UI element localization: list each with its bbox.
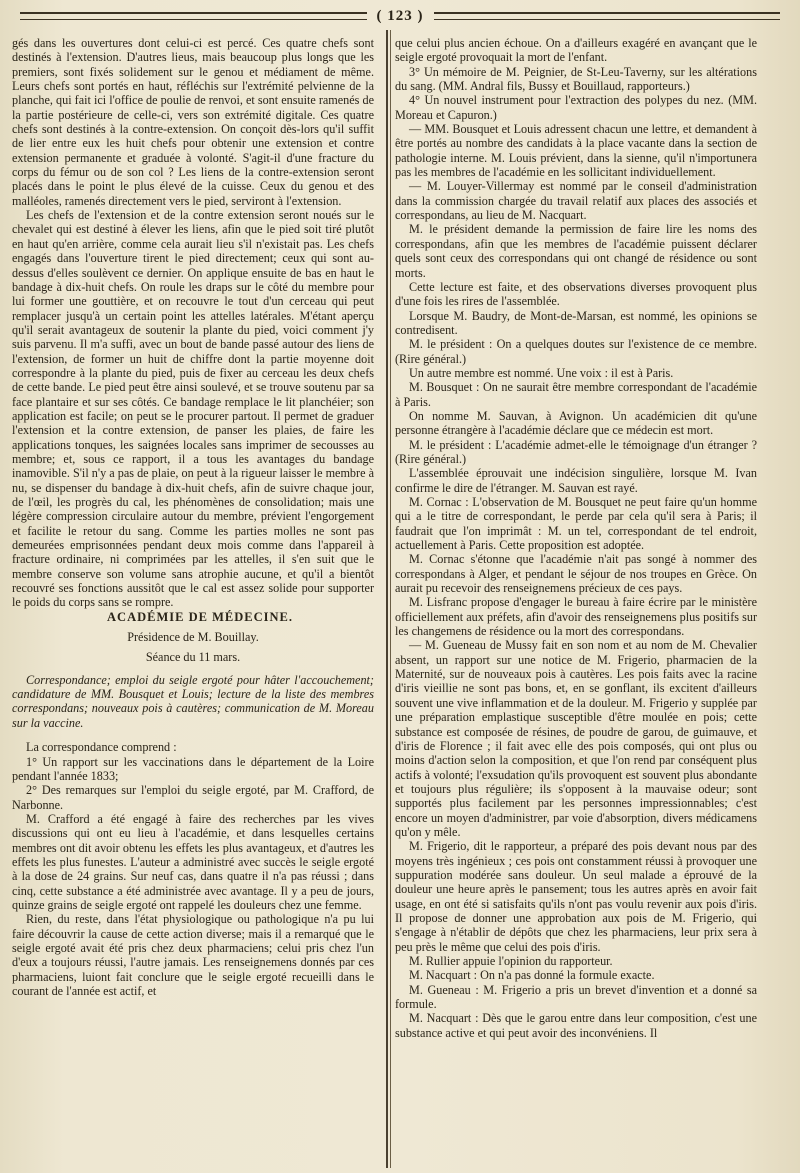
paragraph: M. Nacquart : Dès que le garou entre dans leur composition, c'est une substance active et qui peut avoir des inconvéniens. Il xyxy=(395,1011,757,1040)
column-divider-inner xyxy=(390,30,392,1168)
header-rule-left xyxy=(20,12,367,20)
paragraph: L'assemblée éprouvait une indécision singulière, lorsque M. Ivan confirme le dire de l'étranger. M. Sauvan est rayé. xyxy=(395,466,757,495)
paragraph: — M. Gueneau de Mussy fait en son nom et au nom de M. Chevalier absent, un rapport sur une notice de M. Frigerio, pharmacien de la Maternité, sur de nouveaux pois à cautères. Les pois faits avec la racine d'iris vieillie ne sont pas bons, et, en se gonflant, ils excitent d'ailleurs souvent une vive inflammation et de la douleur. M. Frigerio y supplée par une préparation emplastique susceptible d'être moulée en pois; cette substance est composée de résines, de poudre de garou, de guimauve, et d'iris de Florence ; il fait avec elle des pois composés, qui ont plus ou moins d'action selon la composition, et que l'on rend par conséquent plus actifs à volonté; l'exsudation qu'ils provoquent est souvent plus abondante et toujours plus régulière; ils s'opposent à la mauvaise odeur; sont supportés plus facilement par les personnes impressionnables; c'est encore un moyen d'administrer, par voie d'absorption, divers médicamens qu'on y mêle. xyxy=(395,638,757,839)
presidence-line: Présidence de M. Bouillay. xyxy=(127,630,259,645)
paragraph: M. Gueneau : M. Frigerio a pris un brevet d'invention et a donné sa formule. xyxy=(395,982,757,1012)
paragraph: M. Frigerio, dit le rapporteur, a préparé des pois devant nous par des moyens très ingénieux ; ces pois ont constamment réussi à provoquer une suppuration modérée sans douleur. Un seul malade a éprouvé de la douleur une heure après le pansement; tous les autres après en avoir fait usage, en ont été si satisfaits qu'ils n'ont pas voulu revenir aux pois d'iris. Il propose de donner une approbation aux pois de M. Frigerio, qui s'engage à n'établir de dépôts que chez les pharmaciens, leur prix sera à peu près le même que celui des pois d'iris. xyxy=(395,839,757,954)
left-column xyxy=(12,36,374,1166)
seance-date: Séance du 11 mars. xyxy=(145,650,241,665)
paragraph: gés dans les ouvertures dont celui-ci est percé. Ces quatre chefs sont destinés à l'extension. D'autres lieus, mais beaucoup plus longs que les premiers, sont fixés solidement sur le genou et médiament de même. Leurs chefs sont portés en haut, réfléchis sur l'extrémité pelvienne de la planche, qui fait ici l'office de poulie de renvoi, et sont ensuite ramenés de la partie postérieure de celle-ci, vers son extrémité digitale. Ces quatre chefs sont destinés à la contre-extension. On conçoit dès-lors qu'il suffit de lier entre eux les huit chefs pour obtenir une extension et contre extension permanente et graduée à volonté. S'agit-il d'une fracture du corps du fémur ou de son col ? Les liens de la contre-extension seront placés dans le point le plus élevé de la cuisse. Ceux du genou et des malléoles, ramenés directement vers le pied, serviront à l'extension. xyxy=(12,36,374,208)
paragraph: M. Cornac s'étonne que l'académie n'ait pas songé à nommer des correspondans à Alger, et pendant le séjour de nos troupes en Grèce. On aurait pu recevoir des renseignemens précieux de ces pays. xyxy=(395,552,757,596)
right-column xyxy=(395,36,757,1166)
paragraph: — M. Louyer-Villermay est nommé par le conseil d'administration dans la commission chargée du travail relatif aux places des associés et correspondans, au lieu de M. Nacquart. xyxy=(395,179,757,223)
page-number: ( 123 ) xyxy=(376,7,424,24)
paragraph: Rien, du reste, dans l'état physiologique ou pathologique n'a pu lui faire découvrir la cause de cette action diverse; mais il a remarqué que le seigle ergoté avait été pris chez deux pharmaciens; celui pris chez l'un d'eux a toujours réussi, l'autre jamais. Les renseignemens donnés par ces pharmaciens, luiont fait conclure que le seigle ergoté recueilli dans le courant de l'année est actif, et xyxy=(12,912,374,998)
paragraph: M. le président : L'académie admet-elle le témoignage d'un étranger ? (Rire général.) xyxy=(395,437,757,466)
paragraph: 1° Un rapport sur les vaccinations dans le département de la Loire pendant l'année 1833; xyxy=(12,754,374,783)
paragraph: 4° Un nouvel instrument pour l'extraction des polypes du nez. (MM. Moreau et Capuron.) xyxy=(395,93,757,122)
paragraph: Les chefs de l'extension et de la contre extension seront noués sur le chevalet qui est destiné à élever les liens, afin que le pied soit tiré plutôt en haut qu'en arrière, comme cela aurait lieu s'il n'existait pas. Les chefs engagés dans l'ouverture tirent le pied directement; ceux qui sont au-dessus d'elles soulèvent ce dernier. On applique ensuite de bas en haut le bandage à dix-huit chefs. On roule les draps sur le côté du membre pour lui former une gouttière, et on recouvre le tout d'un cerceau qui peut remplacer jusqu'à un certain point les attelles latérales. M'étant aperçu qu'il serait avantageux de soutenir la plante du pied, voici comment j'y suis parvenu. Il m'a suffi, avec un bout de bande passé autour des liens de l'extension, de former un huit de chiffre dont la partie moyenne doit correspondre à la plante du pied, puis de fixer au cerceau les deux chefs de cette bande. Le pied peut être ainsi soulevé, et se trouve soutenu par sa face plantaire et sur ses côtés. Ce bandage remplace le lit planchéier; son application est facile; on peut se le procurer partout. Il permet de graduer l'extension et la contre extension, de panser les plaies, de faire les applications tonques, les saignées locales sans imprimer de secousses au membre; et, sous ce rapport, il a tous les avantages du bandage inamovible. S'il n'y a pas de plaie, on peut à la rigueur laisser le membre à nu, se dispenser du bandage à dix-huit chefs, afin de suivre chaque jour, de l'œil, les progrès du cal, les phénomènes de consolidation; mais une légère compression circulaire autour du membre, prévient l'engorgement et facilite le retour du sang. Comme les parties molles ne sont pas demeurées emprisonnées pendant deux mois comme dans l'appareil à fracture ordinaire, ni comprimées par les attelles, il s'en suit que le membre conserve son volume sans atrophie aucune, et qu'il a bientôt recouvré ses fonctions aussitôt que le cal est assez solide pour supporter le poids du corps sans se rompre. xyxy=(12,208,374,610)
section-title: ACADÉMIE DE MÉDECINE. xyxy=(107,609,293,624)
paragraph: M. Nacquart : On n'a pas donné la formule exacte. xyxy=(409,968,655,983)
paragraph: que celui plus ancien échoue. On a d'ailleurs exagéré en avançant que le seigle ergoté provoquait la mort de l'enfant. xyxy=(395,36,757,65)
paragraph: M. Cornac : L'observation de M. Bousquet ne peut faire qu'un homme qui a le titre de correspondant, le perde par cela qu'il sera à Paris; il faudrait que l'on imprimât : M. un tel, correspondant de tel endroit, actuellement à Paris. Cette proposition est adoptée. xyxy=(395,495,757,553)
header-rule-right xyxy=(434,12,781,20)
paragraph: M. Crafford a été engagé à faire des recherches par les vives discussions qui ont eu lieu à l'académie, et dans lesquelles certains membres ont dit avoir obtenu les effets les plus avantageux, et d'autres les effets les plus funestes. L'auteur a administré avec succès le seigle ergoté à la dose de 24 grains. Sur neuf cas, dans quatre il n'a pas réussi ; dans cinq, cette substance a été administrée avec avantage. Il y a peu de jours, quinze grains de seigle ergoté ont rappelé les douleurs chez une femme. xyxy=(12,811,374,912)
paragraph: 2° Des remarques sur l'emploi du seigle ergoté, par M. Crafford, de Narbonne. xyxy=(12,783,374,812)
page-header xyxy=(20,8,780,24)
paragraph: — MM. Bousquet et Louis adressent chacun une lettre, et demandent à être portés au nombre des candidats à la place vacante dans la section de pathologie interne. M. Louis prévient, dans la sienne, qu'il n'importunera pas les membres de l'académie en les sollicitant individuellement. xyxy=(395,122,757,180)
paragraph: La correspondance comprend : xyxy=(26,740,177,755)
session-summary: Correspondance; emploi du seigle ergoté pour hâter l'accouchement; candidature de MM. Bousquet et Louis; lecture de la liste des membres correspondans; nouveaux pois à cautères; communication de M. Moreau sur la vaccine. xyxy=(12,672,374,730)
column-divider xyxy=(386,30,389,1168)
paragraph: Cette lecture est faite, et des observations diverses provoquent plus d'une fois les rires de l'assemblée. xyxy=(395,279,757,309)
paragraph: Un autre membre est nommé. Une voix : il est à Paris. xyxy=(409,365,674,380)
paragraph: M. Rullier appuie l'opinion du rapporteur. xyxy=(409,954,613,968)
paragraph: M. Bousquet : On ne saurait être membre correspondant de l'académie à Paris. xyxy=(395,380,757,409)
paragraph: M. le président : On a quelques doutes sur l'existence de ce membre. (Rire général.) xyxy=(395,337,757,366)
paragraph: M. Lisfranc propose d'engager le bureau à faire écrire par le ministère officiellement aux préfets, afin d'avoir des renseignemens plus positifs sur les changemens de résidence ou la mort des correspondans. xyxy=(395,595,757,639)
paragraph: On nomme M. Sauvan, à Avignon. Un académicien dit qu'une personne étrangère à l'académie déclare que ce médecin est mort. xyxy=(395,408,757,438)
paragraph: M. le président demande la permission de faire lire les noms des correspondans, afin que les membres de l'académie puissent déclarer quels sont ceux des correspondans qui ont changé de résidence ou sont morts. xyxy=(395,222,757,280)
paragraph: 3° Un mémoire de M. Peignier, de St-Leu-Taverny, sur les altérations du sang. (MM. Andral fils, Bussy et Bouillaud, rapporteurs.) xyxy=(395,64,757,94)
paragraph: Lorsque M. Baudry, de Mont-de-Marsan, est nommé, les opinions se contredisent. xyxy=(395,308,757,337)
